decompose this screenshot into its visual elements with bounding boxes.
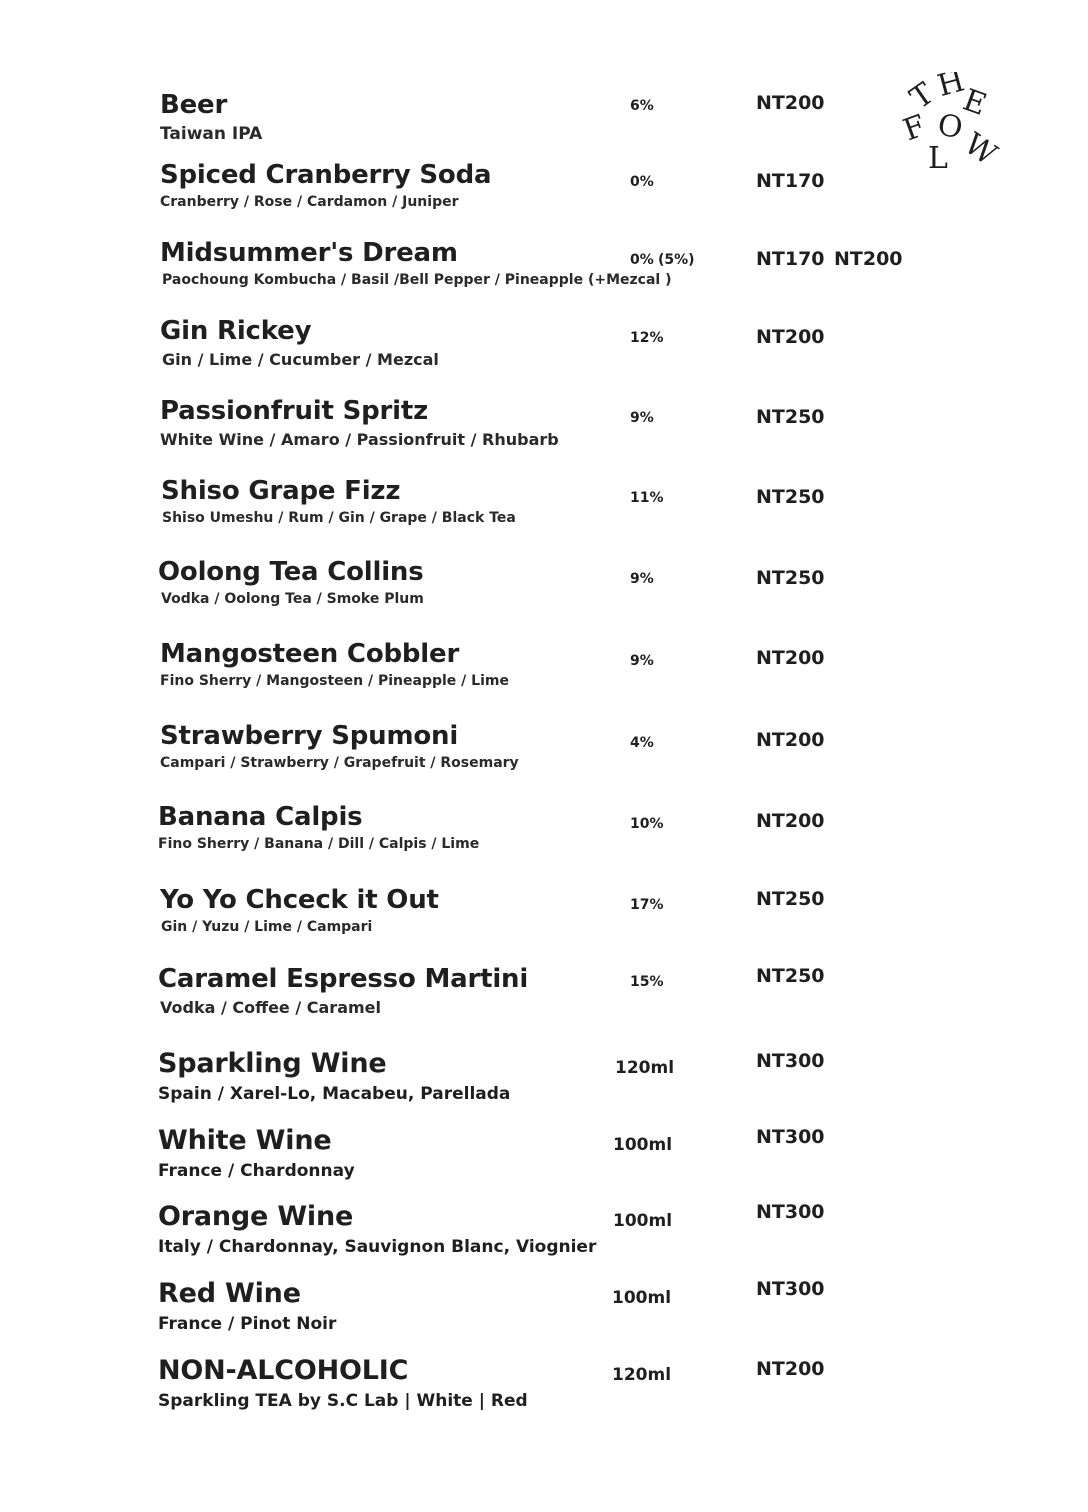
item-abv: 12% (630, 330, 664, 346)
item-volume: 100ml (612, 1288, 672, 1308)
item-abv: 9% (630, 410, 654, 426)
item-abv: 6% (630, 98, 654, 114)
item-abv-alt: (5%) (658, 252, 695, 268)
item-price: NT300 (756, 1050, 825, 1072)
item-price: NT200 (756, 326, 825, 348)
item-abv: 9% (630, 653, 654, 669)
item-price: NT250 (756, 888, 825, 910)
item-volume: 120ml (612, 1365, 672, 1385)
item-abv: 17% (630, 897, 664, 913)
item-volume: 120ml (615, 1058, 675, 1078)
item-description: France / Chardonnay (158, 1161, 355, 1181)
item-name: Sparkling Wine (158, 1048, 387, 1079)
item-name: Shiso Grape Fizz (161, 476, 401, 506)
item-description: Cranberry / Rose / Cardamon / Juniper (160, 194, 459, 210)
item-name: White Wine (158, 1125, 332, 1156)
item-price: NT300 (756, 1126, 825, 1148)
item-description: Fino Sherry / Banana / Dill / Calpis / Lime (158, 836, 480, 852)
item-description: Vodka / Oolong Tea / Smoke Plum (161, 591, 424, 607)
item-price: NT170 (756, 170, 825, 192)
logo-letter-w: W (957, 126, 1003, 173)
item-name: Yo Yo Chceck it Out (160, 885, 439, 915)
logo-letter-o: O (935, 107, 966, 147)
item-abv: 9% (630, 571, 654, 587)
item-price: NT200 (756, 729, 825, 751)
item-price: NT300 (756, 1201, 825, 1223)
item-price: NT250 (756, 965, 825, 987)
item-name: Orange Wine (158, 1201, 354, 1232)
item-abv: 10% (630, 816, 664, 832)
item-price-alt: NT200 (834, 248, 903, 270)
item-volume: 100ml (613, 1211, 673, 1231)
item-abv: 15% (630, 974, 664, 990)
item-price: NT200 (756, 1358, 825, 1380)
item-description: Italy / Chardonnay, Sauvignon Blanc, Viognier (158, 1237, 597, 1257)
item-description: Campari / Strawberry / Grapefruit / Rosemary (160, 755, 519, 771)
item-description: Gin / Lime / Cucumber / Mezcal (162, 350, 439, 369)
item-price: NT200 (756, 92, 825, 114)
item-description: Spain / Xarel-Lo, Macabeu, Parellada (158, 1084, 511, 1104)
the-flow-logo-mark (900, 72, 1010, 182)
item-name: Mangosteen Cobbler (160, 639, 460, 669)
item-price: NT300 (756, 1278, 825, 1300)
item-description: Paochoung Kombucha / Basil /Bell Pepper / Pineapple (+Mezcal ) (162, 272, 672, 288)
item-name: Midsummer's Dream (160, 238, 458, 268)
logo-letter-l: L (928, 141, 948, 176)
item-name: Gin Rickey (160, 316, 312, 346)
item-name: Caramel Espresso Martini (158, 964, 529, 994)
the-flow-logo (900, 72, 1010, 182)
item-abv: 4% (630, 735, 654, 751)
logo-letter-h: H (933, 72, 969, 104)
item-abv: 11% (630, 490, 664, 506)
item-description: France / Pinot Noir (158, 1314, 337, 1334)
item-price: NT250 (756, 486, 825, 508)
item-abv: 0% (630, 252, 654, 268)
item-name: Spiced Cranberry Soda (160, 160, 492, 190)
item-name: Passionfruit Spritz (160, 396, 429, 426)
item-name: Strawberry Spumoni (160, 721, 459, 751)
item-name: NON-ALCOHOLIC (158, 1355, 409, 1386)
item-price: NT200 (756, 810, 825, 832)
item-price: NT170 (756, 248, 825, 270)
item-description: Taiwan IPA (160, 124, 263, 144)
item-description: White Wine / Amaro / Passionfruit / Rhubarb (160, 430, 559, 449)
item-price: NT250 (756, 567, 825, 589)
item-description: Fino Sherry / Mangosteen / Pineapple / Lime (160, 673, 509, 689)
item-price: NT250 (756, 406, 825, 428)
logo-letter-f: F (900, 108, 931, 149)
item-name: Red Wine (158, 1278, 301, 1309)
item-description: Shiso Umeshu / Rum / Gin / Grape / Black Tea (162, 510, 516, 526)
item-name: Beer (160, 90, 228, 120)
item-name: Banana Calpis (158, 802, 363, 832)
item-description: Vodka / Coffee / Caramel (160, 998, 381, 1017)
item-description: Sparkling TEA by S.C Lab | White | Red (158, 1391, 528, 1411)
logo-letter-e: E (958, 82, 992, 123)
logo-letter-t: T (904, 76, 941, 117)
item-name: Oolong Tea Collins (158, 557, 424, 587)
item-volume: 100ml (613, 1135, 673, 1155)
item-price: NT200 (756, 647, 825, 669)
item-description: Gin / Yuzu / Lime / Campari (161, 919, 373, 935)
item-abv: 0% (630, 174, 654, 190)
